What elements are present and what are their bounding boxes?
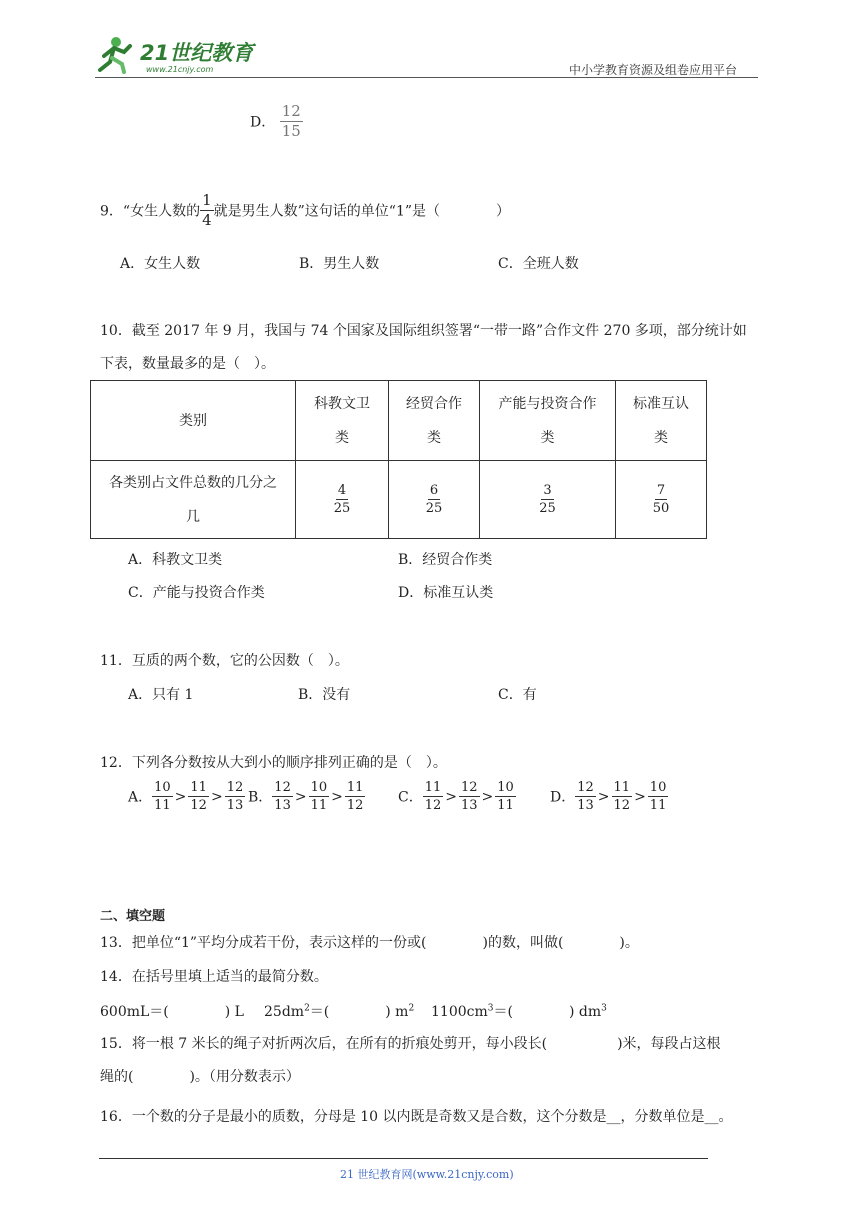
- q12-fraction: $\frac{10}{11}$: [310, 780, 328, 813]
- q11-option-a[interactable]: A．只有 1: [128, 687, 194, 703]
- q11-option-b[interactable]: B．没有: [298, 687, 351, 703]
- q10-question-line1: 10．截至 2017 年 9 月，我国与 74 个国家及国际组织签署“一带一路”合作文件 270 多项，部分统计如: [100, 323, 747, 339]
- greater-than-sign: >: [174, 788, 187, 805]
- q12-option-a[interactable]: [128, 781, 245, 812]
- q9-question: 9．“女生人数的 $\frac{1}{4}$ 就是男生人数”这句话的单位“1”是（ ）: [100, 191, 511, 229]
- q14-expr-3: $1100cm^3=$( ) $dm^3$: [431, 1003, 607, 1020]
- q15-question-line2: 绳的( )。（用分数表示）: [100, 1069, 300, 1085]
- q14-expr-1: 600mL＝( ) L: [100, 1004, 244, 1020]
- table-col-1-header: 科教文卫 类: [296, 381, 389, 461]
- q12-fraction: $\frac{12}{13}$: [461, 780, 478, 813]
- q12-fraction: $\frac{11}{12}$: [613, 780, 631, 813]
- q12-option-label: C．: [398, 789, 423, 806]
- greater-than-sign: >: [634, 788, 646, 805]
- table-cell-4: $\frac{7}{50}$: [616, 461, 707, 539]
- q12-option-label: A．: [128, 789, 153, 806]
- logo-runner-icon: [96, 34, 256, 76]
- greater-than-sign: >: [481, 788, 494, 805]
- q12-fraction: $\frac{12}{13}$: [226, 780, 244, 813]
- logo-text: 21世纪教育: [140, 41, 254, 65]
- q10-table: [90, 380, 707, 539]
- q9-option-a[interactable]: A．女生人数: [120, 256, 201, 272]
- greater-than-sign: >: [331, 788, 343, 805]
- q12-fraction: $\frac{11}{12}$: [346, 780, 364, 813]
- q15-question-line1: 15．将一根 7 米长的绳子对折两次后，在所有的折痕处剪开，每小段长( )米，每段占这根: [100, 1036, 721, 1052]
- q8-option-d: [250, 104, 303, 139]
- q12-fraction: $\frac{10}{11}$: [497, 780, 514, 813]
- table-col-4-header: 标准互认 类: [616, 381, 707, 461]
- table-cell-3: $\frac{3}{25}$: [480, 461, 616, 539]
- table-col-2-header: 经贸合作 类: [389, 381, 480, 461]
- q12-question: 12．下列各分数按从大到小的顺序排列正确的是（ ）。: [100, 755, 447, 771]
- q16-question: 16．一个数的分子是最小的质数，分母是 10 以内既是奇数又是合数，这个分数是__，分数单位是__。: [100, 1109, 733, 1125]
- q10-option-c[interactable]: C．产能与投资合作类: [128, 585, 265, 601]
- footer-divider: [99, 1158, 708, 1159]
- q10-option-d[interactable]: D．标准互认类: [398, 585, 494, 601]
- q8-option-d-fraction: $\frac{12}{15}$: [281, 102, 301, 140]
- logo: [96, 34, 256, 80]
- table-cell-1: $\frac{4}{25}$: [296, 461, 389, 539]
- table-cell-2: $\frac{6}{25}$: [389, 461, 480, 539]
- q12-option-label: B．: [248, 789, 273, 806]
- q9-option-c[interactable]: C．全班人数: [498, 256, 579, 272]
- table-row-header-fraction: 各类别占文件总数的几分之 几: [91, 461, 296, 539]
- footer-text: 21 世纪教育网(www.21cnjy.com): [340, 1168, 514, 1181]
- q11-question: 11．互质的两个数，它的公因数（ ）。: [100, 653, 349, 669]
- q11-option-c[interactable]: C．有: [498, 687, 537, 703]
- header-right-text: 中小学教育资源及组卷应用平台: [569, 63, 738, 77]
- q12-fraction: $\frac{11}{12}$: [424, 780, 442, 813]
- q12-fraction: $\frac{12}{13}$: [577, 780, 594, 813]
- greater-than-sign: >: [210, 788, 223, 805]
- q12-fraction: $\frac{10}{11}$: [154, 780, 171, 813]
- q12-option-d[interactable]: [550, 781, 668, 812]
- table-header-category: 类别: [91, 381, 296, 461]
- q14-question: 14．在括号里填上适当的最简分数。: [100, 969, 328, 985]
- q12-option-b[interactable]: [248, 781, 365, 812]
- logo-url: www.21cnjy.com: [146, 65, 214, 74]
- q13-question: 13．把单位“1”平均分成若干份，表示这样的一份或( )的数，叫做( )。: [100, 935, 639, 951]
- q9-fraction: $\frac{1}{4}$: [202, 191, 212, 229]
- header-divider: [95, 77, 758, 78]
- q10-option-b[interactable]: B．经贸合作类: [398, 552, 493, 568]
- q9-option-b[interactable]: B．男生人数: [299, 256, 380, 272]
- greater-than-sign: >: [294, 788, 307, 805]
- q8-option-d-label: D．: [250, 114, 276, 131]
- q12-fraction: $\frac{12}{13}$: [274, 780, 291, 813]
- q12-option-c[interactable]: [398, 781, 516, 812]
- q14-expr-2: $25dm^2=$( ) $m^2$: [264, 1003, 415, 1020]
- table-col-3-header: 产能与投资合作 类: [480, 381, 616, 461]
- q10-option-a[interactable]: A．科教文卫类: [128, 552, 223, 568]
- q12-option-label: D．: [550, 789, 576, 806]
- q12-fraction: $\frac{11}{12}$: [190, 780, 207, 813]
- q10-question-line2: 下表，数量最多的是（ ）。: [100, 356, 275, 372]
- greater-than-sign: >: [597, 788, 610, 805]
- q12-fraction: $\frac{10}{11}$: [649, 780, 667, 813]
- greater-than-sign: >: [445, 788, 457, 805]
- section-fill-in-title: 二、填空题: [100, 909, 166, 924]
